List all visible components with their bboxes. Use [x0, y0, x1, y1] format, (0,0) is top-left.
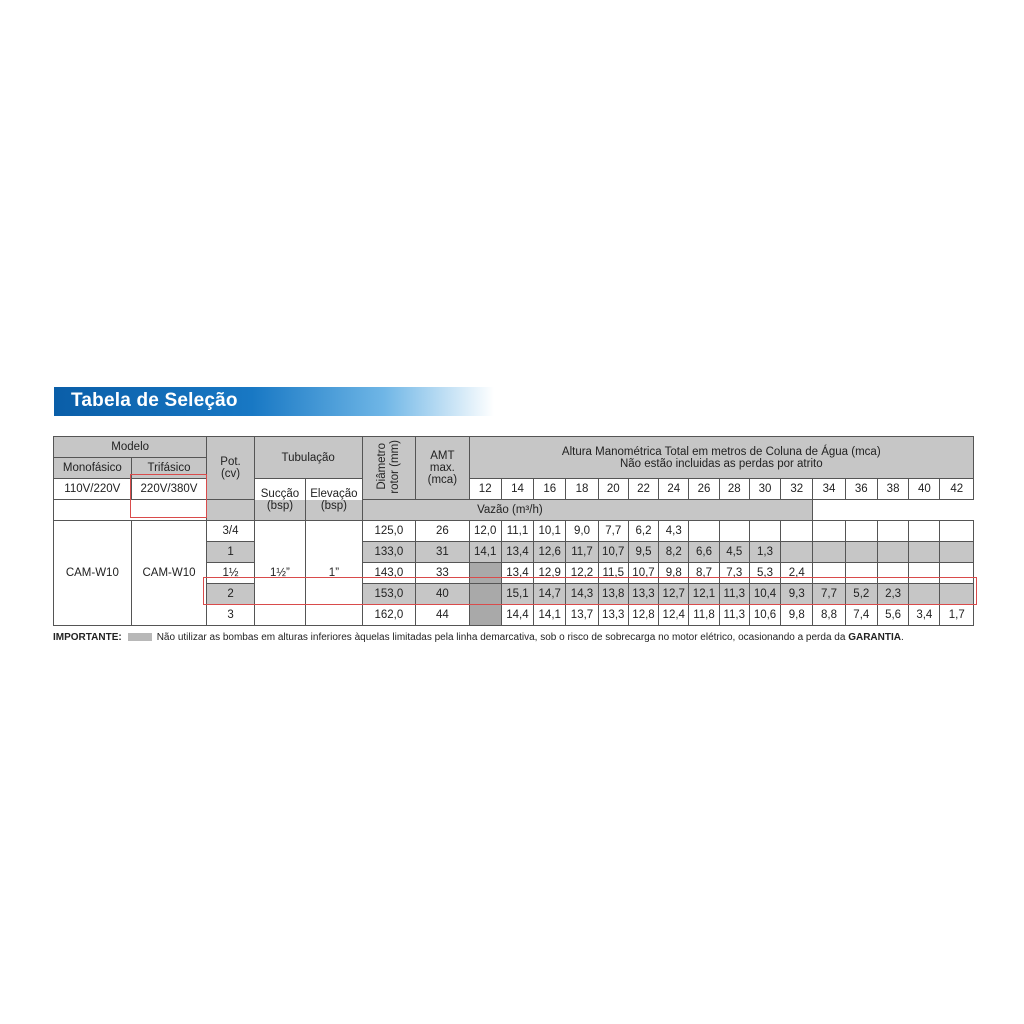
flow-value-cell — [813, 563, 845, 584]
flow-value-cell: 6,2 — [628, 521, 658, 542]
flow-value-cell: 12,0 — [469, 521, 501, 542]
amt-cell: 33 — [416, 563, 469, 584]
flow-value-cell: 13,8 — [598, 584, 628, 605]
header-amt: AMT max. (mca) — [416, 437, 469, 500]
flow-value-cell: 12,1 — [689, 584, 719, 605]
header-succao: Sucção (bsp) — [254, 479, 305, 521]
important-note: IMPORTANTE: Não utilizar as bombas em alturas inferiores àquelas limitadas pela linha demarcativa, sob o risco de sobrecarga no motor elétrico, ocasionando a perda da GARANTIA. — [53, 632, 904, 643]
head-column-14: 14 — [501, 479, 533, 500]
head-column-36: 36 — [845, 479, 877, 500]
flow-value-cell: 14,1 — [469, 542, 501, 563]
flow-value-cell: 12,6 — [534, 542, 566, 563]
head-column-26: 26 — [689, 479, 719, 500]
flow-value-cell: 4,3 — [659, 521, 689, 542]
flow-value-cell: 5,6 — [877, 605, 908, 626]
diametro-cell: 125,0 — [362, 521, 415, 542]
flow-value-cell: 7,7 — [813, 584, 845, 605]
flow-value-cell: 2,4 — [781, 563, 813, 584]
diametro-cell: 143,0 — [362, 563, 415, 584]
flow-value-cell — [781, 521, 813, 542]
head-column-40: 40 — [909, 479, 940, 500]
note-emphasis: GARANTIA — [848, 632, 901, 643]
flow-value-cell: 14,7 — [534, 584, 566, 605]
flow-value-cell: 14,3 — [566, 584, 598, 605]
flow-value-cell: 10,7 — [628, 563, 658, 584]
flow-value-cell — [909, 521, 940, 542]
flow-value-cell: 6,6 — [689, 542, 719, 563]
page-title: Tabela de Seleção — [71, 390, 238, 411]
flow-value-cell: 12,9 — [534, 563, 566, 584]
flow-value-cell: 4,5 — [719, 542, 749, 563]
flow-value-cell — [877, 563, 908, 584]
flow-value-cell: 13,3 — [628, 584, 658, 605]
flow-value-cell: 10,6 — [749, 605, 780, 626]
flow-value-cell: 5,2 — [845, 584, 877, 605]
flow-value-cell: 9,0 — [566, 521, 598, 542]
gray-legend-swatch — [128, 633, 152, 641]
flow-value-cell: 1,7 — [940, 605, 974, 626]
amt-cell: 26 — [416, 521, 469, 542]
flow-value-cell: 8,2 — [659, 542, 689, 563]
amt-cell: 40 — [416, 584, 469, 605]
flow-value-cell: 8,7 — [689, 563, 719, 584]
flow-value-cell: 14,4 — [501, 605, 533, 626]
header-spacer — [54, 500, 207, 521]
head-column-16: 16 — [534, 479, 566, 500]
pot-cell: 1½ — [207, 563, 254, 584]
flow-value-cell — [909, 542, 940, 563]
pot-cell: 1 — [207, 542, 254, 563]
flow-value-cell: 12,2 — [566, 563, 598, 584]
flow-value-cell: 11,7 — [566, 542, 598, 563]
flow-value-cell — [719, 521, 749, 542]
flow-value-cell — [469, 605, 501, 626]
flow-value-cell: 14,1 — [534, 605, 566, 626]
diametro-cell: 153,0 — [362, 584, 415, 605]
flow-value-cell: 8,8 — [813, 605, 845, 626]
head-column-20: 20 — [598, 479, 628, 500]
flow-value-cell: 11,5 — [598, 563, 628, 584]
flow-value-cell: 7,7 — [598, 521, 628, 542]
flow-value-cell — [781, 542, 813, 563]
flow-value-cell: 11,8 — [689, 605, 719, 626]
flow-value-cell: 13,4 — [501, 542, 533, 563]
flow-value-cell: 1,3 — [749, 542, 780, 563]
head-column-18: 18 — [566, 479, 598, 500]
head-column-32: 32 — [781, 479, 813, 500]
flow-value-cell — [813, 542, 845, 563]
flow-value-cell — [940, 521, 974, 542]
header-tensao-tri: 220V/380V — [131, 479, 207, 500]
model-mono: CAM-W10 — [54, 521, 132, 626]
flow-value-cell — [469, 563, 501, 584]
flow-value-cell — [845, 521, 877, 542]
header-trifasico: Trifásico — [131, 458, 207, 479]
flow-value-cell — [940, 584, 974, 605]
amt-cell: 44 — [416, 605, 469, 626]
flow-value-cell: 13,3 — [598, 605, 628, 626]
flow-value-cell — [909, 584, 940, 605]
elevacao-value: 1” — [306, 521, 362, 626]
flow-value-cell: 9,5 — [628, 542, 658, 563]
title-banner — [54, 387, 494, 416]
flow-value-cell: 9,8 — [659, 563, 689, 584]
note-label: IMPORTANTE: — [53, 632, 122, 643]
succao-value: 1½” — [254, 521, 305, 626]
flow-value-cell: 9,3 — [781, 584, 813, 605]
header-elevacao: Elevação (bsp) — [306, 479, 362, 521]
flow-value-cell — [877, 521, 908, 542]
flow-value-cell: 12,8 — [628, 605, 658, 626]
flow-value-cell — [940, 563, 974, 584]
flow-value-cell: 10,7 — [598, 542, 628, 563]
pot-cell: 3 — [207, 605, 254, 626]
flow-value-cell: 9,8 — [781, 605, 813, 626]
pot-cell: 2 — [207, 584, 254, 605]
flow-value-cell: 5,3 — [749, 563, 780, 584]
flow-value-cell: 10,4 — [749, 584, 780, 605]
flow-value-cell: 11,1 — [501, 521, 533, 542]
flow-value-cell: 13,4 — [501, 563, 533, 584]
header-tubulacao: Tubulação — [254, 437, 362, 479]
header-monofasico: Monofásico — [54, 458, 132, 479]
head-column-28: 28 — [719, 479, 749, 500]
diametro-cell: 162,0 — [362, 605, 415, 626]
flow-value-cell — [909, 563, 940, 584]
header-vazao: Vazão (m³/h) — [207, 500, 813, 521]
flow-value-cell — [749, 521, 780, 542]
model-tri: CAM-W10 — [131, 521, 207, 626]
head-column-22: 22 — [628, 479, 658, 500]
flow-value-cell — [469, 584, 501, 605]
flow-value-cell: 12,4 — [659, 605, 689, 626]
head-column-34: 34 — [813, 479, 845, 500]
head-column-30: 30 — [749, 479, 780, 500]
header-diametro: Diâmetro rotor (mm) — [362, 437, 415, 500]
flow-value-cell: 3,4 — [909, 605, 940, 626]
flow-value-cell — [845, 563, 877, 584]
head-column-12: 12 — [469, 479, 501, 500]
flow-value-cell: 11,3 — [719, 584, 749, 605]
header-modelo: Modelo — [54, 437, 207, 458]
flow-value-cell: 15,1 — [501, 584, 533, 605]
flow-value-cell: 7,4 — [845, 605, 877, 626]
head-column-24: 24 — [659, 479, 689, 500]
amt-cell: 31 — [416, 542, 469, 563]
note-text: Não utilizar as bombas em alturas inferiores àquelas limitadas pela linha demarcativa, sob o risco de sobrecarga no motor elétrico, ocasionando a perda da — [156, 632, 846, 643]
header-tensao-mono: 110V/220V — [54, 479, 132, 500]
flow-value-cell: 11,3 — [719, 605, 749, 626]
flow-value-cell: 2,3 — [877, 584, 908, 605]
flow-value-cell — [689, 521, 719, 542]
table-row — [54, 521, 974, 542]
selection-table — [53, 436, 974, 626]
header-pot: Pot. (cv) — [207, 437, 254, 500]
flow-value-cell: 10,1 — [534, 521, 566, 542]
flow-value-cell — [813, 521, 845, 542]
flow-value-cell — [877, 542, 908, 563]
flow-value-cell: 12,7 — [659, 584, 689, 605]
flow-value-cell: 13,7 — [566, 605, 598, 626]
pot-cell: 3/4 — [207, 521, 254, 542]
flow-value-cell: 7,3 — [719, 563, 749, 584]
header-altura: Altura Manométrica Total em metros de Coluna de Água (mca) Não estão incluidas as perdas por atrito — [469, 437, 973, 479]
flow-value-cell — [940, 542, 974, 563]
head-column-38: 38 — [877, 479, 908, 500]
flow-value-cell — [845, 542, 877, 563]
head-column-42: 42 — [940, 479, 974, 500]
diametro-cell: 133,0 — [362, 542, 415, 563]
